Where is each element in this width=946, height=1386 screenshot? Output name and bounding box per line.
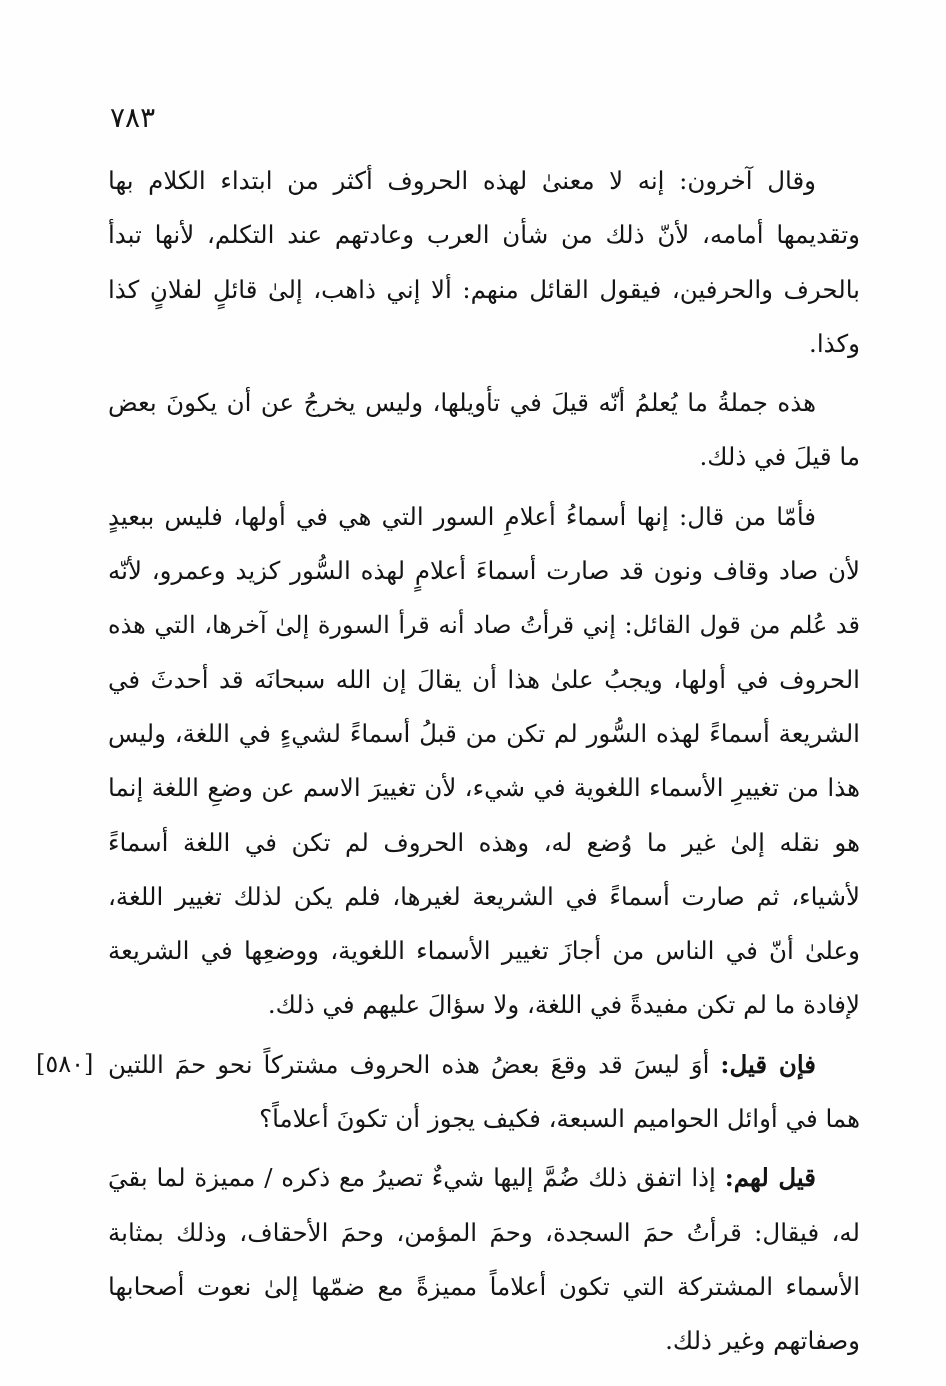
margin-reference: [٥٨٠] bbox=[36, 1050, 94, 1078]
text-line: له، فيقال: قرأتُ حمَ السجدة، وحمَ المؤمن، وحمَ الأحقاف، وذلك بمثابة bbox=[108, 1217, 860, 1247]
text-line: هو نقله إلىٰ غير ما وُضع له، وهذه الحروف لم تكن في اللغة أسماءً bbox=[108, 827, 860, 857]
paragraph-lead: قيل لهم: bbox=[724, 1163, 817, 1193]
text-line bbox=[108, 1151, 860, 1205]
text-line: لأشياء، ثم صارت أسماءً في الشريعة لغيرها، فلم يكن لذلك تغيير اللغة، bbox=[108, 881, 860, 911]
paragraph-1 bbox=[108, 154, 860, 371]
text-line: فأمّا من قال: إنها أسماءُ أعلامِ السور التي هي في أولها، فليس ببعيدٍ bbox=[108, 501, 816, 531]
text-line: الشريعة أسماءً لهذه السُّور لم تكن من قبلُ أسماءً لشيءٍ في اللغة، وليس bbox=[108, 718, 860, 748]
paragraph-4 bbox=[108, 1038, 860, 1147]
text-line: وتقديمها أمامه، لأنّ ذلك من شأن العرب وعادتهم عند التكلم، لأنها تبدأ bbox=[108, 220, 860, 250]
text-line: ما قيلَ في ذلك. bbox=[699, 442, 860, 472]
paragraph-3 bbox=[108, 490, 860, 1033]
text-line: هذا من تغييرِ الأسماء اللغوية في شيء، لأن تغييرَ الاسم عن وضعِ اللغة إنما bbox=[108, 773, 860, 803]
text-line: قد عُلم من قول القائل: إني قرأتُ صاد أنه قرأ السورة إلىٰ آخرها، التي هذه bbox=[108, 611, 860, 640]
text-segment: أوَ ليسَ قد وقعَ بعضُ هذه الحروف مشتركاً نحو حمَ اللتين bbox=[108, 1049, 721, 1079]
text-line bbox=[108, 1038, 860, 1092]
text-line: لأن صاد وقاف ونون قد صارت أسماءَ أعلامٍ لهذه السُّور كزيد وعمرو، لأنّه bbox=[108, 556, 860, 586]
text-line: وعلىٰ أنّ في الناس من أجازَ تغيير الأسماء اللغوية، ووضعِها في الشريعة bbox=[108, 936, 860, 966]
paragraph-lead: فإن قيل: bbox=[720, 1049, 817, 1079]
paragraph-5 bbox=[108, 1151, 860, 1368]
text-body bbox=[108, 154, 860, 1374]
text-line: وصفاتهم وغير ذلك. bbox=[665, 1326, 860, 1356]
paragraph-2 bbox=[108, 376, 860, 485]
text-line: لإفادة ما لم تكن مفيدةً في اللغة، ولا سؤالَ عليهم في ذلك. bbox=[267, 990, 860, 1020]
text-segment: إذا اتفق ذلك ضُمَّ إليها شيءٌ تصيرُ مع ذكره / مميزة لما بقيَ bbox=[108, 1163, 725, 1193]
text-line: وقال آخرون: إنه لا معنىٰ لهذه الحروف أكثر من ابتداء الكلام بها bbox=[108, 166, 816, 195]
text-line: الأسماء المشتركة التي تكون أعلاماً مميزةً مع ضمّها إلىٰ نعوت أصحابها bbox=[108, 1271, 860, 1301]
text-line: وكذا. bbox=[809, 328, 860, 358]
text-line: هما في أوائل الحواميم السبعة، فكيف يجوز أن تكونَ أعلاماً؟ bbox=[259, 1104, 860, 1134]
page-number: ٧٨٣ bbox=[110, 101, 156, 134]
text-line: هذه جملةُ ما يُعلمُ أنّه قيلَ في تأويلها، وليس يخرجُ عن أن يكونَ بعض bbox=[108, 388, 816, 418]
text-line: الحروف في أولها، ويجبُ علىٰ هذا أن يقالَ إن الله سبحانَه قد أحدثَ في bbox=[108, 664, 860, 694]
text-line: بالحرف والحرفين، فيقول القائل منهم: ألا إني ذاهب، إلىٰ قائلٍ لفلانٍ كذا bbox=[108, 274, 860, 304]
